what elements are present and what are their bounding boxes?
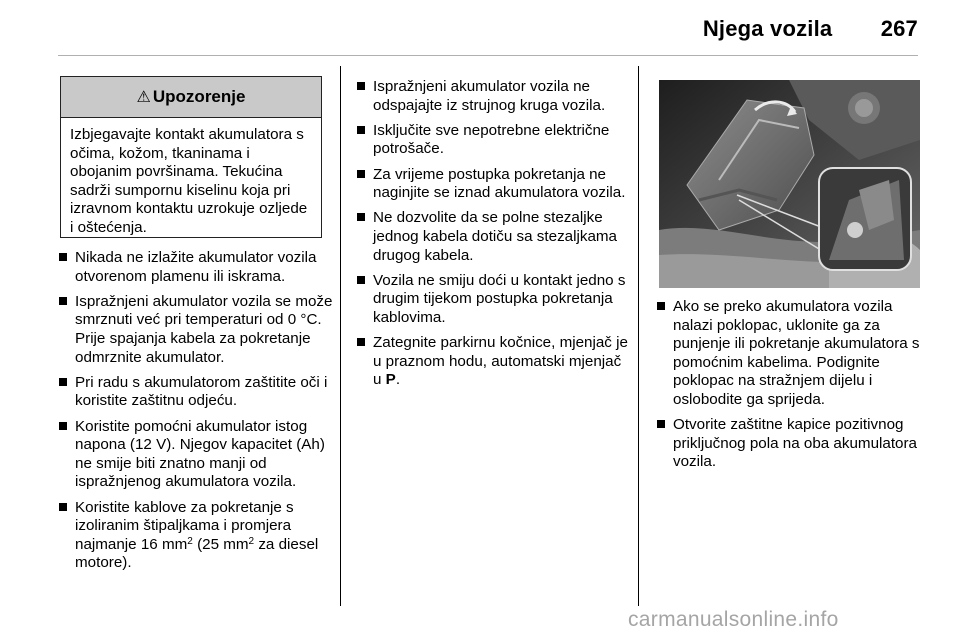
list-item-text: Otvorite zaštitne kapice pozitivnog priključnog pola na oba akumulatora vozila.	[673, 416, 918, 471]
column-3	[657, 298, 925, 479]
list-item-text	[373, 334, 628, 388]
bullet-square-icon	[357, 82, 365, 90]
bullet-square-icon	[59, 503, 67, 511]
list-item	[59, 374, 334, 411]
list-item	[59, 418, 334, 492]
bullet-square-icon	[357, 276, 365, 284]
warning-text: Izbjegavajte kontakt akumulatora s očima, kožom, tkaninama i obojanim površinama. Tekućina sadrži sumpornu kiselinu koja pri izravnom kontaktu uzrokuje ozljede i oštećenja.	[70, 126, 308, 236]
cable-text-b: (25 mm	[192, 535, 249, 553]
list-item	[357, 122, 629, 159]
list-item-text: Za vrijeme postupka pokretanja ne naginjite se iznad akumulatora vozila.	[373, 165, 626, 202]
list-item-text: Koristite pomoćni akumulator istog napona (12 V). Njegov kapacitet (Ah) ne smije biti znatno manji od ispražnjenog akumulatora vozila.	[75, 417, 325, 491]
bullet-square-icon	[59, 253, 67, 261]
bullet-square-icon	[357, 126, 365, 134]
list-item	[657, 416, 925, 472]
bullet-square-icon	[59, 297, 67, 305]
superscript: 2	[187, 535, 193, 547]
parking-text-end: .	[395, 371, 401, 389]
superscript: 2	[248, 535, 255, 547]
list-item-text: Isključite sve nepotrebne električne potrošače.	[373, 121, 610, 158]
list-item-text	[75, 499, 318, 572]
list-item	[59, 293, 334, 367]
bullet-square-icon	[357, 338, 365, 346]
warning-triangle-icon: ⚠	[136, 89, 151, 106]
list-item-text: Nikada ne izlažite akumulator vozila otvorenom plamenu ili iskrama.	[75, 249, 317, 285]
bullet-square-icon	[357, 213, 365, 221]
warning-header	[61, 77, 321, 118]
parking-text: Zategnite parkirnu kočnice, mjenjač je u praznom hodu, automatski mjenjač u	[373, 334, 628, 389]
list-item	[357, 78, 629, 115]
page-number: 267	[880, 16, 918, 41]
column-2	[357, 78, 629, 396]
page-title: Njega vozila	[702, 16, 833, 41]
list-item	[357, 272, 629, 328]
bullet-square-icon	[59, 422, 67, 430]
list-item	[357, 166, 629, 203]
list-item-text: Pri radu s akumulatorom zaštitite oči i koristite zaštitnu odjeću.	[75, 373, 328, 410]
bullet-square-icon	[59, 378, 67, 386]
list-item	[657, 298, 925, 410]
column-divider-1	[340, 66, 341, 606]
bullet-square-icon	[357, 170, 365, 178]
column-divider-2	[638, 66, 639, 606]
bullet-square-icon	[657, 420, 665, 428]
list-item-text: Ispražnjeni akumulator vozila ne odspajajte iz strujnog kruga vozila.	[373, 78, 606, 114]
column-1	[59, 249, 334, 579]
warning-box	[60, 76, 322, 238]
list-item	[357, 334, 629, 390]
list-item	[357, 209, 629, 265]
watermark: carmanualsonline.info	[628, 608, 839, 631]
page-header	[703, 16, 918, 42]
header-divider	[58, 55, 918, 56]
gear-p-label: P	[385, 371, 396, 389]
list-item-text: Ispražnjeni akumulator vozila se može smrznuti već pri temperaturi od 0 °C. Prije spajanja kabela za pokretanje odmrznite akumulator.	[75, 292, 333, 366]
list-item	[59, 249, 334, 286]
list-item	[59, 499, 334, 573]
cable-text-c: za diesel motore).	[75, 535, 319, 572]
battery-cover-illustration	[659, 80, 920, 288]
list-item-text: Vozila ne smiju doći u kontakt jedno s drugim tijekom postupka pokretanja kablovima.	[373, 271, 626, 326]
bullet-square-icon	[657, 302, 665, 310]
warning-title: Upozorenje	[152, 87, 246, 106]
list-item-text: Ne dozvolite da se polne stezaljke jednog kabela dotiču sa stezaljkama drugog kabela.	[373, 209, 617, 264]
cable-text-a: Koristite kablove za pokretanje s izoliranim štipaljkama i promjera najmanje 16 mm	[75, 498, 294, 553]
list-item-text: Ako se preko akumulatora vozila nalazi poklopac, uklonite ga za punjenje ili pokretanje akumulatora s pomoćnim kabelima. Podignite poklopac na stražnjem dijelu i oslobodite ga sprijeda.	[673, 298, 920, 408]
